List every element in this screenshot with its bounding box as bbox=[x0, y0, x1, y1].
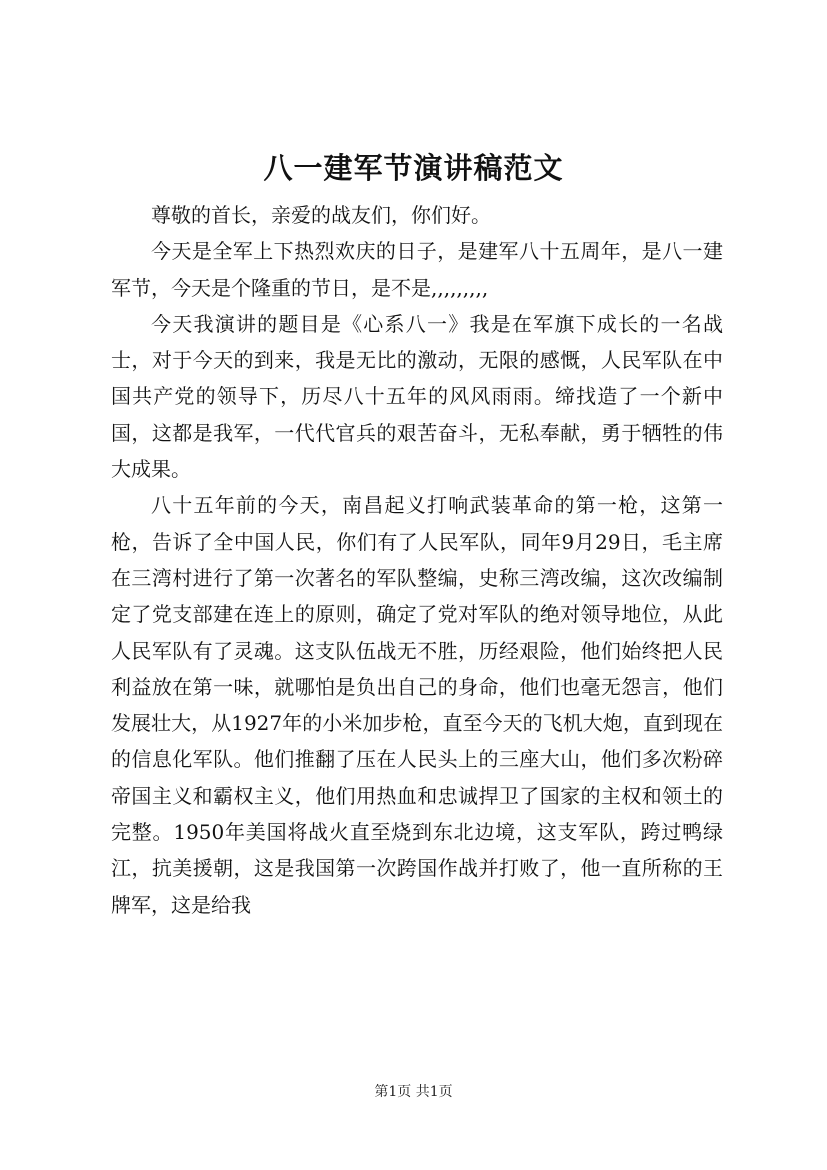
document-body bbox=[111, 197, 723, 923]
paragraph-history: 八十五年前的今天，南昌起义打响武装革命的第一枪，这第一枪，告诉了全中国人民，你们有了人民军队，同年9月29日，毛主席在三湾村进行了第一次著名的军队整编，史称三湾改编，这次改编制定了党支部建在连上的原则，确定了党对军队的绝对领导地位，从此人民军队有了灵魂。这支队伍战无不胜，历经艰险，他们始终把人民利益放在第一味，就哪怕是负出自己的身命，他们也毫无怨言，他们发展壮大，从1927年的小米加步枪，直至今天的飞机大炮，直到现在的信息化军队。他们推翻了压在人民头上的三座大山，他们多次粉碎帝国主义和霸权主义，他们用热血和忠诚捍卫了国家的主权和领土的完整。1950年美国将战火直至烧到东北边境，这支军队，跨过鸭绿江，抗美援朝，这是我国第一次跨国作战并打败了，他一直所称的王牌军，这是给我 bbox=[111, 493, 723, 917]
paragraph-intro: 今天是全军上下热烈欢庆的日子，是建军八十五周年，是八一建军节，今天是个隆重的节日，是不是,,,,,,,,, bbox=[111, 239, 723, 300]
paragraph-greeting: 尊敬的首长，亲爱的战友们，你们好。 bbox=[151, 203, 491, 227]
page-footer: 第1页 共1页 bbox=[374, 1084, 453, 1100]
paragraph-topic: 今天我演讲的题目是《心系八一》我是在军旗下成长的一名战士，对于今天的到来，我是无比的激动，无限的感慨，人民军队在中国共产党的领导下，历尽八十五年的风风雨雨。缔找造了一个新中国，这都是我军，一代代官兵的艰苦奋斗，无私奉献，勇于牺牲的伟大成果。 bbox=[111, 311, 723, 482]
document-title: 八一建军节演讲稿范文 bbox=[263, 151, 564, 185]
